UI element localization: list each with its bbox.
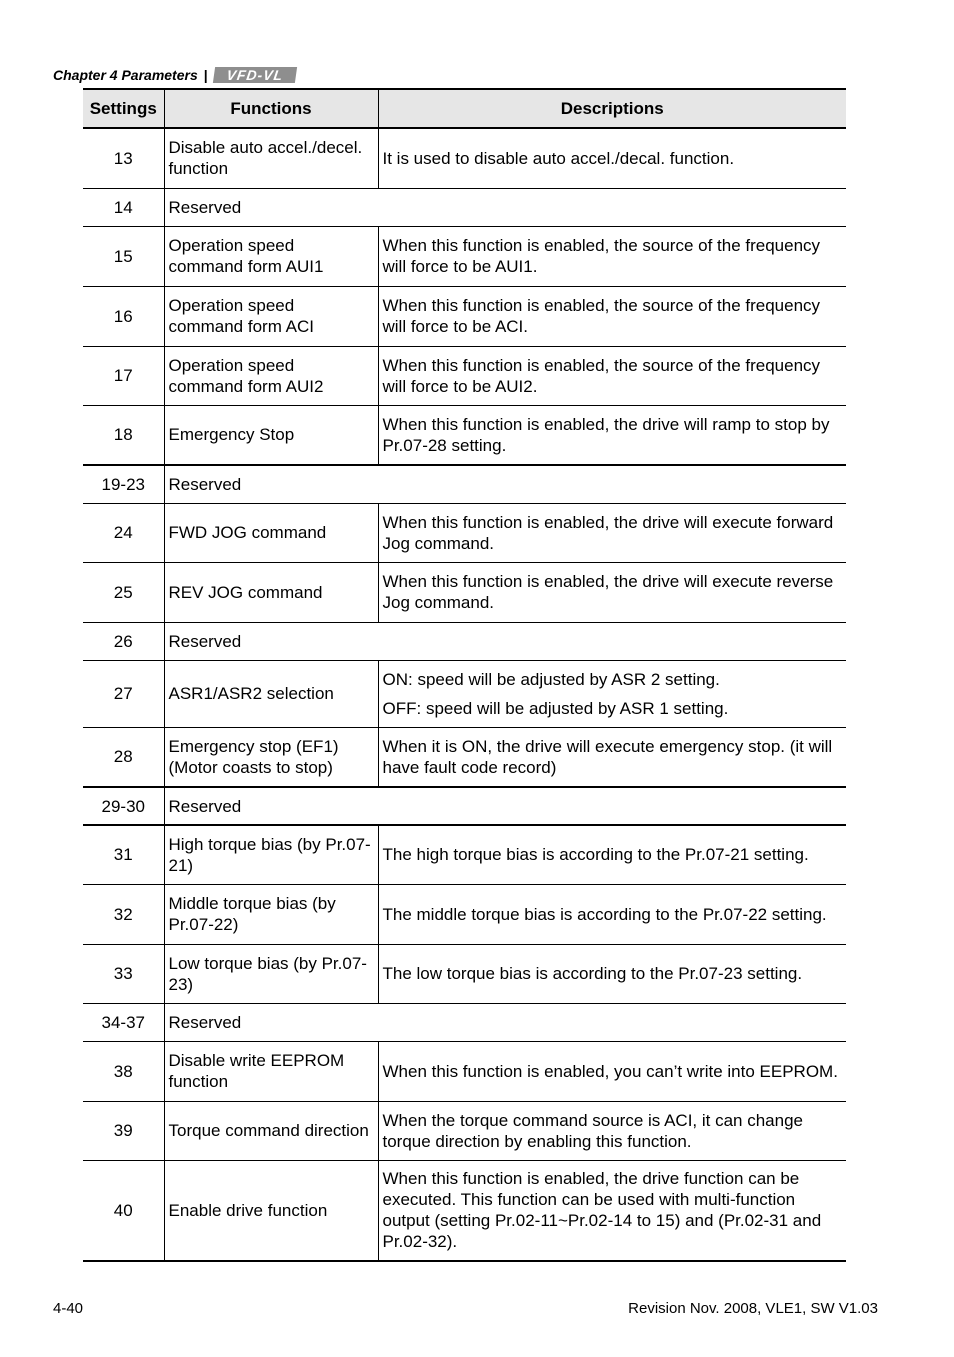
function-description: When this function is enabled, you can’t write into EEPROM. [378, 1041, 846, 1101]
table-row [83, 226, 846, 286]
function-description: The low torque bias is according to the Pr.07-23 setting. [378, 944, 846, 1003]
column-header-descriptions: Descriptions [378, 89, 846, 128]
function-name: Middle torque bias (by Pr.07-22) [164, 884, 378, 944]
table-row [83, 825, 846, 884]
function-name: Reserved [164, 1003, 846, 1041]
function-description: The high torque bias is according to the Pr.07-21 setting. [378, 825, 846, 884]
function-description: When this function is enabled, the source of the frequency will force to be AUI2. [378, 346, 846, 405]
table-body [83, 128, 846, 1261]
function-description: When this function is enabled, the drive will ramp to stop by Pr.07-28 setting. [378, 405, 846, 465]
function-description: When the torque command source is ACI, it can change torque direction by enabling this function. [378, 1101, 846, 1160]
setting-value: 25 [83, 562, 164, 622]
column-header-functions: Functions [164, 89, 378, 128]
table-row [83, 1101, 846, 1160]
function-name: FWD JOG command [164, 503, 378, 562]
function-description [378, 660, 846, 727]
table-row [83, 622, 846, 660]
function-name: Low torque bias (by Pr.07-23) [164, 944, 378, 1003]
function-name: Disable auto accel./decel. function [164, 128, 378, 188]
function-name: REV JOG command [164, 562, 378, 622]
table-row [83, 1041, 846, 1101]
table-row [83, 1160, 846, 1261]
setting-value: 26 [83, 622, 164, 660]
setting-value: 33 [83, 944, 164, 1003]
setting-value: 28 [83, 727, 164, 787]
function-name: Operation speed command form ACI [164, 286, 378, 346]
function-name: Reserved [164, 188, 846, 226]
table-row [83, 727, 846, 787]
setting-value: 24 [83, 503, 164, 562]
function-name: Reserved [164, 787, 846, 825]
table-row [83, 1003, 846, 1041]
column-header-settings: Settings [83, 89, 164, 128]
table-row [83, 405, 846, 465]
table-row [83, 562, 846, 622]
table-row [83, 787, 846, 825]
setting-value: 39 [83, 1101, 164, 1160]
function-description: The middle torque bias is according to the Pr.07-22 setting. [378, 884, 846, 944]
table-row [83, 286, 846, 346]
parameter-settings-table [83, 88, 846, 1262]
setting-value: 16 [83, 286, 164, 346]
vfd-vl-logo: VFD-VL [213, 67, 297, 83]
header-separator: | [203, 67, 208, 83]
function-name: Torque command direction [164, 1101, 378, 1160]
table-row [83, 884, 846, 944]
table-row [83, 128, 846, 188]
setting-value: 40 [83, 1160, 164, 1261]
table-row [83, 944, 846, 1003]
setting-value: 27 [83, 660, 164, 727]
page-number: 4-40 [53, 1300, 84, 1317]
setting-value: 31 [83, 825, 164, 884]
table-row [83, 188, 846, 226]
description-line: OFF: speed will be adjusted by ASR 1 setting. [382, 698, 729, 718]
function-description: It is used to disable auto accel./decal. function. [378, 128, 846, 188]
function-name: Emergency stop (EF1) (Motor coasts to stop) [164, 727, 378, 787]
description-line: ON: speed will be adjusted by ASR 2 setting. [382, 669, 720, 689]
setting-value: 38 [83, 1041, 164, 1101]
table-row [83, 660, 846, 727]
setting-value: 34-37 [83, 1003, 164, 1041]
chapter-title: Chapter 4 Parameters [53, 67, 198, 83]
function-name: Disable write EEPROM function [164, 1041, 378, 1101]
setting-value: 29-30 [83, 787, 164, 825]
function-description: When this function is enabled, the source of the frequency will force to be ACI. [378, 286, 846, 346]
function-name: Reserved [164, 622, 846, 660]
function-name: Operation speed command form AUI1 [164, 226, 378, 286]
function-description: When this function is enabled, the drive will execute forward Jog command. [378, 503, 846, 562]
setting-value: 32 [83, 884, 164, 944]
function-description: When it is ON, the drive will execute emergency stop. (it will have fault code record) [378, 727, 846, 787]
function-name: Reserved [164, 465, 846, 503]
table-row [83, 465, 846, 503]
table-row [83, 346, 846, 405]
setting-value: 14 [83, 188, 164, 226]
function-description: When this function is enabled, the drive will execute reverse Jog command. [378, 562, 846, 622]
function-name: Enable drive function [164, 1160, 378, 1261]
table-row [83, 503, 846, 562]
table-header-row [83, 89, 846, 128]
setting-value: 19-23 [83, 465, 164, 503]
function-name: ASR1/ASR2 selection [164, 660, 378, 727]
setting-value: 15 [83, 226, 164, 286]
setting-value: 13 [83, 128, 164, 188]
function-description: When this function is enabled, the source of the frequency will force to be AUI1. [378, 226, 846, 286]
setting-value: 17 [83, 346, 164, 405]
function-description: When this function is enabled, the drive function can be executed. This function can be used with multi-function output (setting Pr.02-11~Pr.02-14 to 15) and (Pr.02-31 and Pr.02-32). [378, 1160, 846, 1261]
function-name: Emergency Stop [164, 405, 378, 465]
function-name: High torque bias (by Pr.07-21) [164, 825, 378, 884]
setting-value: 18 [83, 405, 164, 465]
page-header [53, 67, 296, 83]
function-name: Operation speed command form AUI2 [164, 346, 378, 405]
revision-info: Revision Nov. 2008, VLE1, SW V1.03 [628, 1300, 878, 1317]
